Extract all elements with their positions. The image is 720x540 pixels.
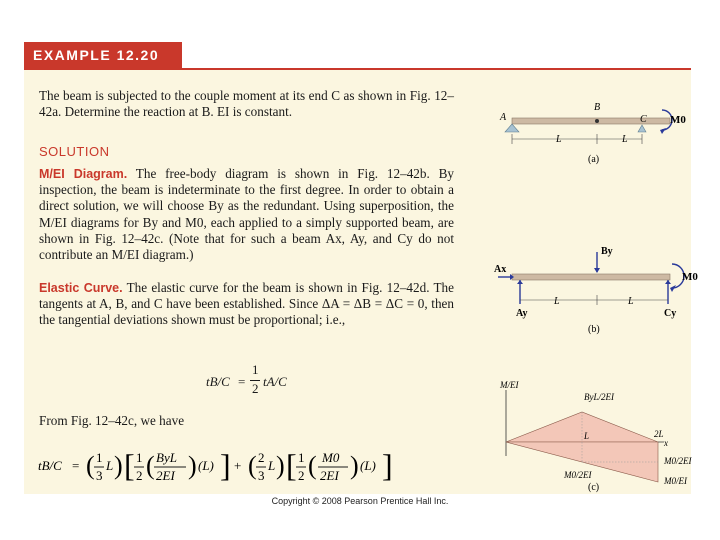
eq2-num-2: 1 bbox=[136, 450, 143, 465]
copyright-notice: Copyright © 2008 Pearson Prentice Hall Inc. bbox=[271, 496, 449, 506]
eq2-den-5: 2 bbox=[298, 468, 305, 483]
eq2-bracket-open-2: [ bbox=[286, 447, 297, 483]
dim-l2-a: L bbox=[622, 134, 628, 145]
label-cy: Cy bbox=[664, 308, 677, 319]
eq2-den-4: 3 bbox=[258, 468, 265, 483]
eq2-paren-open-2: ( bbox=[146, 451, 155, 480]
eq2-paren-close-3: ) bbox=[276, 451, 285, 480]
mid-label-c: L bbox=[584, 431, 590, 441]
axis-x-label-c: x bbox=[664, 438, 668, 448]
pin-support-a bbox=[505, 124, 519, 132]
dim-l2-b: L bbox=[628, 296, 634, 307]
end-label-c: 2L bbox=[654, 429, 664, 439]
eq2-bracket-close-1: ] bbox=[220, 447, 231, 483]
eq1-num: 1 bbox=[252, 362, 259, 377]
moment-arrowhead-b bbox=[670, 285, 676, 292]
eq2-paren-open-4: ( bbox=[308, 451, 317, 480]
eq2-num-4: 2 bbox=[258, 450, 265, 465]
caption-b: (b) bbox=[588, 324, 600, 335]
from-figure-text: From Fig. 12–42c, we have bbox=[39, 413, 185, 428]
elastic-paragraph bbox=[39, 280, 454, 329]
mei-lead: M/EI Diagram. bbox=[39, 167, 128, 181]
cy-arrowhead bbox=[665, 280, 671, 284]
eq2-2ei-2: 2EI bbox=[320, 468, 339, 483]
textbook-page bbox=[24, 42, 698, 494]
figure-b bbox=[494, 246, 698, 335]
eq1-equals: = bbox=[238, 374, 246, 389]
label-by: By bbox=[601, 246, 613, 257]
problem-statement: The beam is subjected to the couple moment at its end C as shown in Fig. 12–42a. Determine the reaction at B. EI is constant. bbox=[39, 88, 454, 120]
eq2-L-1: L bbox=[106, 458, 114, 473]
label-c-a: C bbox=[640, 114, 647, 125]
equation-2 bbox=[34, 442, 454, 490]
eq2-byl: ByL bbox=[156, 450, 177, 465]
eq2-num-5: 1 bbox=[298, 450, 305, 465]
moment-arrowhead-a bbox=[660, 128, 666, 134]
eq2-den-1: 3 bbox=[96, 468, 103, 483]
caption-c: (c) bbox=[588, 482, 600, 493]
eq2-plus: + bbox=[234, 458, 242, 473]
label-ax: Ax bbox=[494, 264, 507, 275]
point-b-a bbox=[595, 119, 599, 123]
m0-2ei-label-c: M0/2EI bbox=[664, 456, 692, 466]
ay-arrowhead bbox=[517, 280, 523, 284]
elastic-text: The elastic curve for the beam is shown in Fig. 12–42d. The tangents at A, B, and C have been established. Since ΔA = ΔB = ΔC = 0, then the tangential deviations shown must be proportional; i.e., bbox=[39, 280, 454, 328]
beam-b bbox=[512, 274, 670, 280]
m0-ei-label-c: M0/EI bbox=[664, 476, 687, 486]
elastic-lead: Elastic Curve. bbox=[39, 281, 123, 295]
eq2-paren-open-1: ( bbox=[86, 451, 95, 480]
dim-l1-b: L bbox=[554, 296, 560, 307]
eq2-paren-close-1: ) bbox=[114, 451, 123, 480]
dim-l1-a: L bbox=[556, 134, 562, 145]
eq2-paren-L-2: (L) bbox=[360, 458, 376, 473]
label-m0-b: M0 bbox=[682, 271, 698, 283]
figure-12-42 bbox=[464, 92, 698, 493]
eq2-bracket-close-2: ] bbox=[382, 447, 393, 483]
eq2-L-2: L bbox=[268, 458, 276, 473]
eq2-paren-L-1: (L) bbox=[198, 458, 214, 473]
eq2-paren-close-2: ) bbox=[188, 451, 197, 480]
caption-a: (a) bbox=[588, 154, 600, 165]
eq2-bracket-open-1: [ bbox=[124, 447, 135, 483]
m0-2ei-left-label-c: M0/2EI bbox=[564, 470, 592, 480]
label-m0-a: M0 bbox=[670, 114, 686, 126]
eq2-equals: = bbox=[72, 458, 80, 473]
by-arrowhead bbox=[594, 268, 600, 273]
eq1-lhs: tB/C bbox=[206, 374, 230, 389]
eq2-paren-open-3: ( bbox=[248, 451, 257, 480]
eq2-num-1: 1 bbox=[96, 450, 103, 465]
mei-paragraph bbox=[39, 166, 454, 263]
figure-c bbox=[499, 380, 692, 493]
eq1-rhs: tA/C bbox=[263, 374, 287, 389]
eq2-paren-close-4: ) bbox=[350, 451, 359, 480]
eq2-2ei-1: 2EI bbox=[156, 468, 175, 483]
example-title: EXAMPLE 12.20 bbox=[24, 42, 182, 69]
roller-support-c bbox=[638, 125, 646, 132]
figure-a bbox=[499, 102, 686, 165]
eq2-den-2: 2 bbox=[136, 468, 143, 483]
label-ay: Ay bbox=[516, 308, 528, 319]
label-b-a: B bbox=[594, 102, 601, 113]
mei-text: The free-body diagram is shown in Fig. 12–42b. By inspection, the beam is indeterminate to the first degree. In order to obtain a direct solution, we will choose By as the redundant. Using superposition, the M/EI diagrams for By and M0, each applied to a simply supported beam, are shown in Fig. 12–42c. (Note that for such a beam Ax, Ay, and Cy do not contribute an M/EI diagram.) bbox=[39, 166, 454, 263]
axis-y-label-c: M/EI bbox=[500, 380, 519, 390]
label-a-a: A bbox=[500, 112, 507, 123]
peak-label-c: ByL/2EI bbox=[584, 392, 614, 402]
eq1-den: 2 bbox=[252, 381, 259, 396]
solution-heading: SOLUTION bbox=[39, 144, 110, 159]
eq2-lhs: tB/C bbox=[38, 458, 62, 473]
eq2-m0: M0 bbox=[322, 450, 340, 465]
